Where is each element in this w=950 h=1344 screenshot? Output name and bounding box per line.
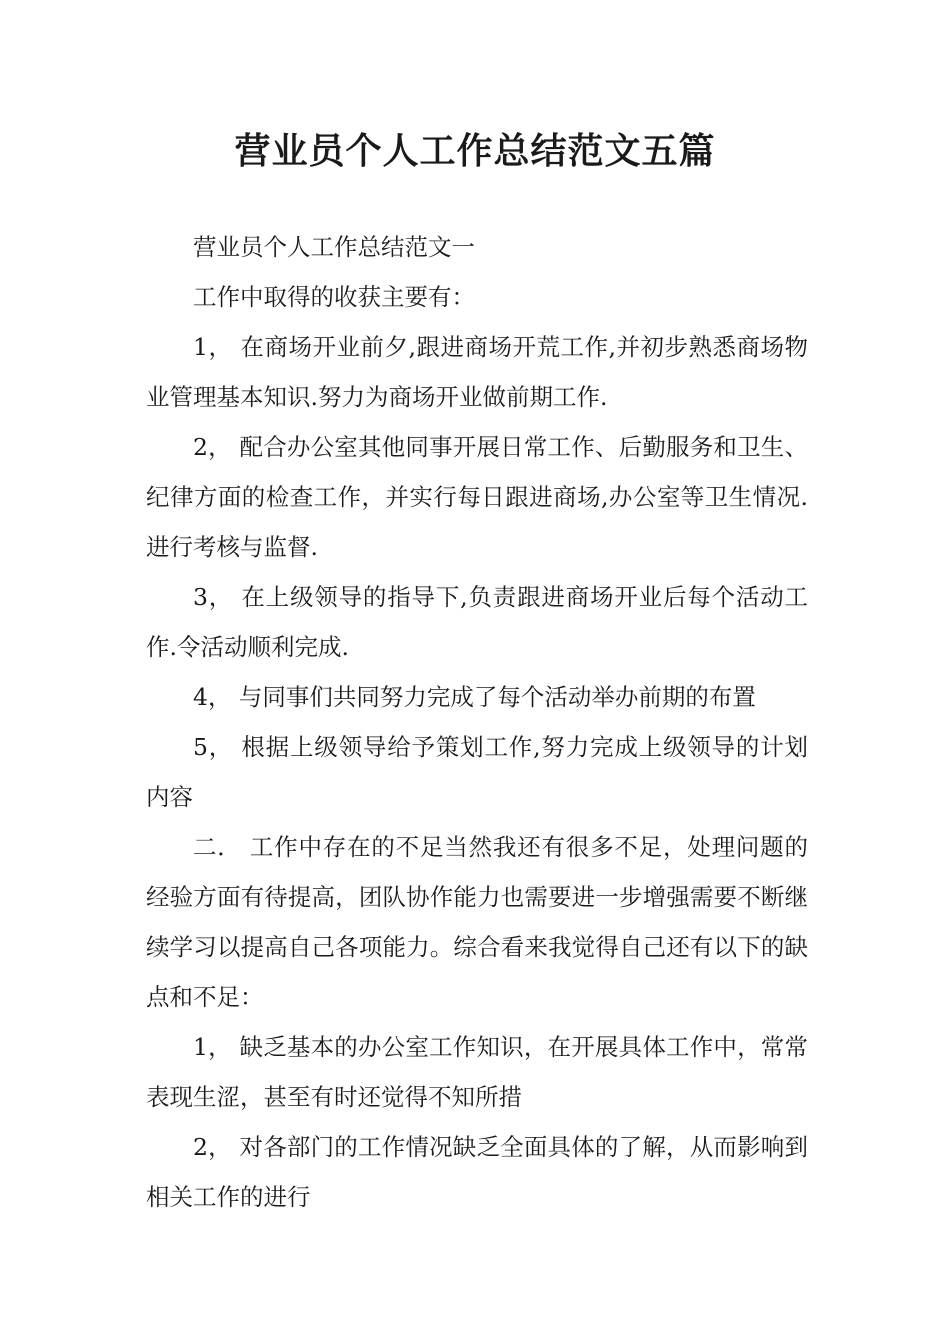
paragraph-shortcoming-1: 1， 缺乏基本的办公室工作知识，在开展具体工作中，常常表现生涩，甚至有时还觉得不知所措	[146, 1033, 808, 1111]
paragraph-gain-5: 5， 根据上级领导给予策划工作,努力完成上级领导的计划内容	[146, 733, 808, 811]
document-title: 营业员个人工作总结范文五篇	[234, 131, 716, 172]
paragraph-gain-2: 2， 配合办公室其他同事开展日常工作、后勤服务和卫生、纪律方面的检查工作，并实行每日跟进商场,办公室等卫生情况.进行考核与监督.	[146, 433, 808, 561]
paragraph-gain-1: 1， 在商场开业前夕,跟进商场开荒工作,并初步熟悉商场物业管理基本知识.努力为商场开业做前期工作.	[146, 333, 808, 411]
paragraph-shortcoming-2: 2， 对各部门的工作情况缺乏全面具体的了解，从而影响到相关工作的进行	[146, 1133, 808, 1211]
document-body	[146, 222, 808, 1222]
paragraph-gain-4: 4， 与同事们共同努力完成了每个活动举办前期的布置	[193, 683, 756, 711]
paragraph-section-heading: 营业员个人工作总结范文一	[193, 233, 475, 261]
paragraph-gain-3: 3， 在上级领导的指导下,负责跟进商场开业后每个活动工作.令活动顺利完成.	[146, 583, 808, 661]
paragraph-shortcomings-intro: 二． 工作中存在的不足当然我还有很多不足，处理问题的经验方面有待提高，团队协作能力也需要进一步增强需要不断继续学习以提高自己各项能力。综合看来我觉得自己还有以下的缺点和不足：	[146, 833, 808, 1011]
paragraph-gains-intro: 工作中取得的收获主要有：	[193, 283, 475, 311]
